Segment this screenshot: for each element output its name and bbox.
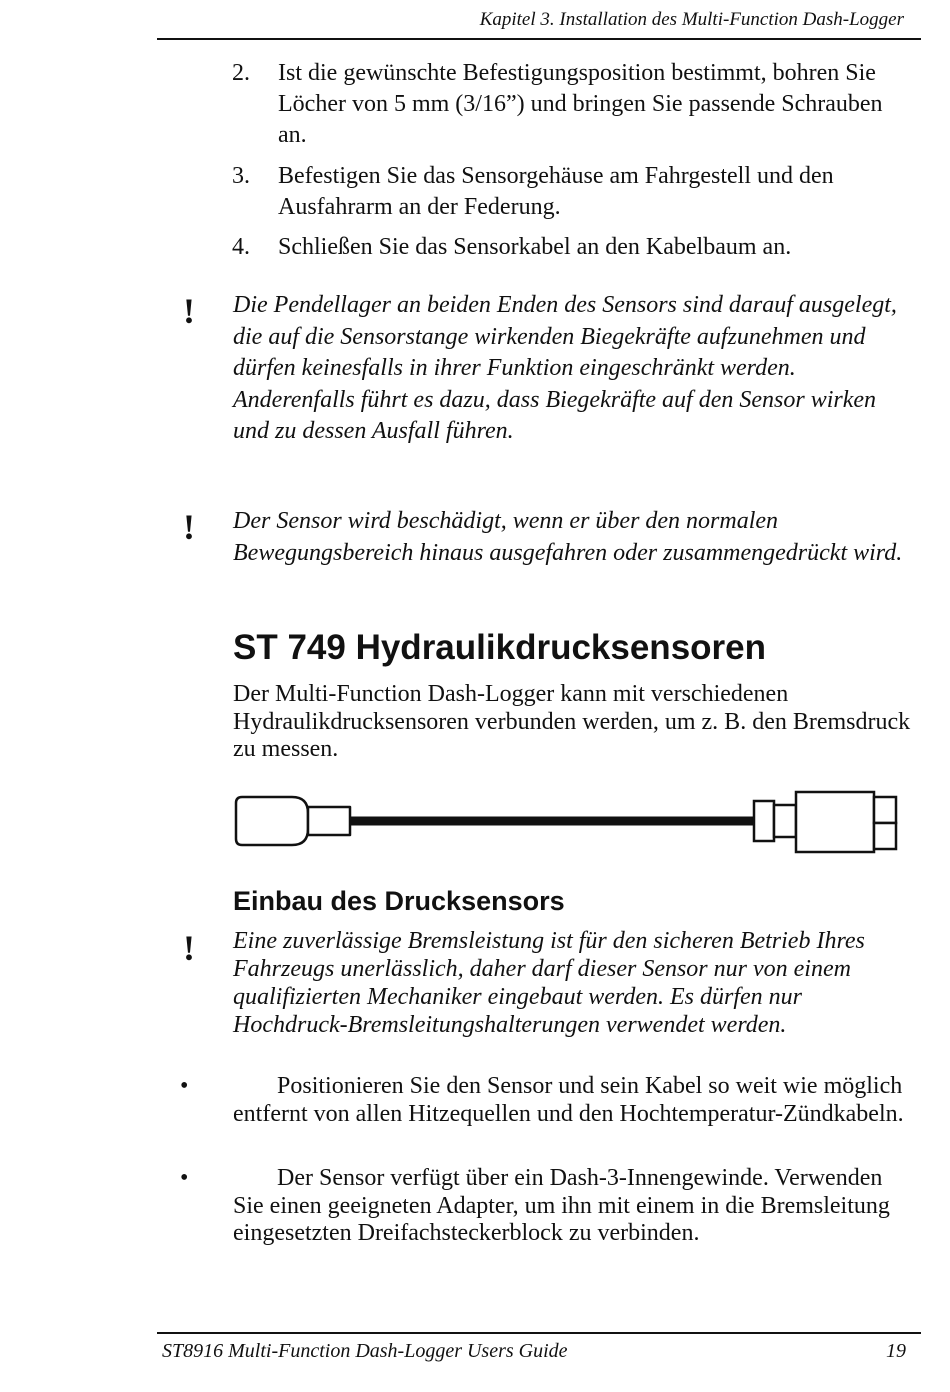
step-number: 2. — [232, 60, 250, 86]
sensor-fitting — [308, 807, 350, 835]
connector-pin-block-bottom — [874, 823, 896, 849]
step-3 — [232, 161, 912, 223]
running-header: Kapitel 3. Installation des Multi-Function Dash-Logger — [479, 9, 904, 30]
pressure-sensor-illustration — [230, 785, 900, 855]
sensor-body — [236, 797, 308, 845]
warning-bremsleistung: Eine zuverlässige Bremsleistung ist für den sicheren Betrieb Ihres Fahrzeugs unerlässlich, daher darf dieser Sensor nur von einem qualifizierten Mechaniker eingebaut werden. Es dürfen nur Hochdruck-Bremsleitungshalterungen verwendet werden. — [233, 928, 865, 1038]
bullet-text: Der Sensor verfügt über ein Dash-3-Innengewinde. Verwenden Sie einen geeigneten Adapter, um ihn mit einem in die Bremsleitung eingesetzten Dreifachsteckerblock zu verbinden. — [233, 1165, 890, 1246]
page-number: 19 — [886, 1340, 906, 1362]
bullet-icon: • — [180, 1073, 189, 1099]
connector-collar — [774, 805, 796, 837]
bullet-text: Positionieren Sie den Sensor und sein Kabel so weit wie möglich entfernt von allen Hitzequellen und den Hochtemperatur-Zündkabeln. — [233, 1073, 904, 1127]
step-text: Befestigen Sie das Sensorgehäuse am Fahrgestell und den Ausfahrarm an der Federung. — [278, 163, 834, 220]
step-4 — [232, 232, 912, 263]
bullet-icon: • — [180, 1165, 189, 1191]
header-rule — [157, 38, 921, 40]
section-intro: Der Multi-Function Dash-Logger kann mit verschiedenen Hydraulikdrucksensoren verbunden werden, um z. B. den Bremsdruck zu messen. — [233, 681, 911, 762]
step-text: Ist die gewünschte Befestigungsposition bestimmt, bohren Sie Löcher von 5 mm (3/16”) und bringen Sie passende Schrauben an. — [278, 60, 883, 148]
connector-strain-relief — [754, 801, 774, 841]
step-number: 4. — [232, 234, 250, 260]
step-text: Schließen Sie das Sensorkabel an den Kabelbaum an. — [278, 234, 792, 260]
step-number: 3. — [232, 163, 250, 189]
warning-icon: ! — [183, 507, 195, 547]
connector-housing — [796, 792, 874, 852]
bullet-item — [233, 1165, 913, 1248]
bullet-item — [233, 1073, 913, 1128]
subsection-heading: Einbau des Drucksensors — [233, 886, 565, 916]
warning-bewegungsbereich: Der Sensor wird beschädigt, wenn er über den normalen Bewegungsbereich hinaus ausgefahren oder zusammengedrückt wird. — [233, 508, 903, 566]
warning-icon: ! — [183, 928, 195, 968]
warning-icon: ! — [183, 291, 195, 331]
footer-rule — [157, 1332, 921, 1334]
footer-guide-title: ST8916 Multi-Function Dash-Logger Users Guide — [162, 1340, 568, 1362]
step-2 — [232, 58, 912, 151]
warning-pendellager: Die Pendellager an beiden Enden des Sensors sind darauf ausgelegt, die auf die Sensorstange wirkenden Biegekräfte aufzunehmen und dürfen keinesfalls in ihrer Funktion eingeschränkt werden. Anderenfalls führt es dazu, dass Biegekräfte auf den Sensor wirken und zu dessen Ausfall führen. — [233, 292, 897, 444]
section-heading: ST 749 Hydraulikdrucksensoren — [233, 628, 766, 667]
connector-pin-block-top — [874, 797, 896, 823]
